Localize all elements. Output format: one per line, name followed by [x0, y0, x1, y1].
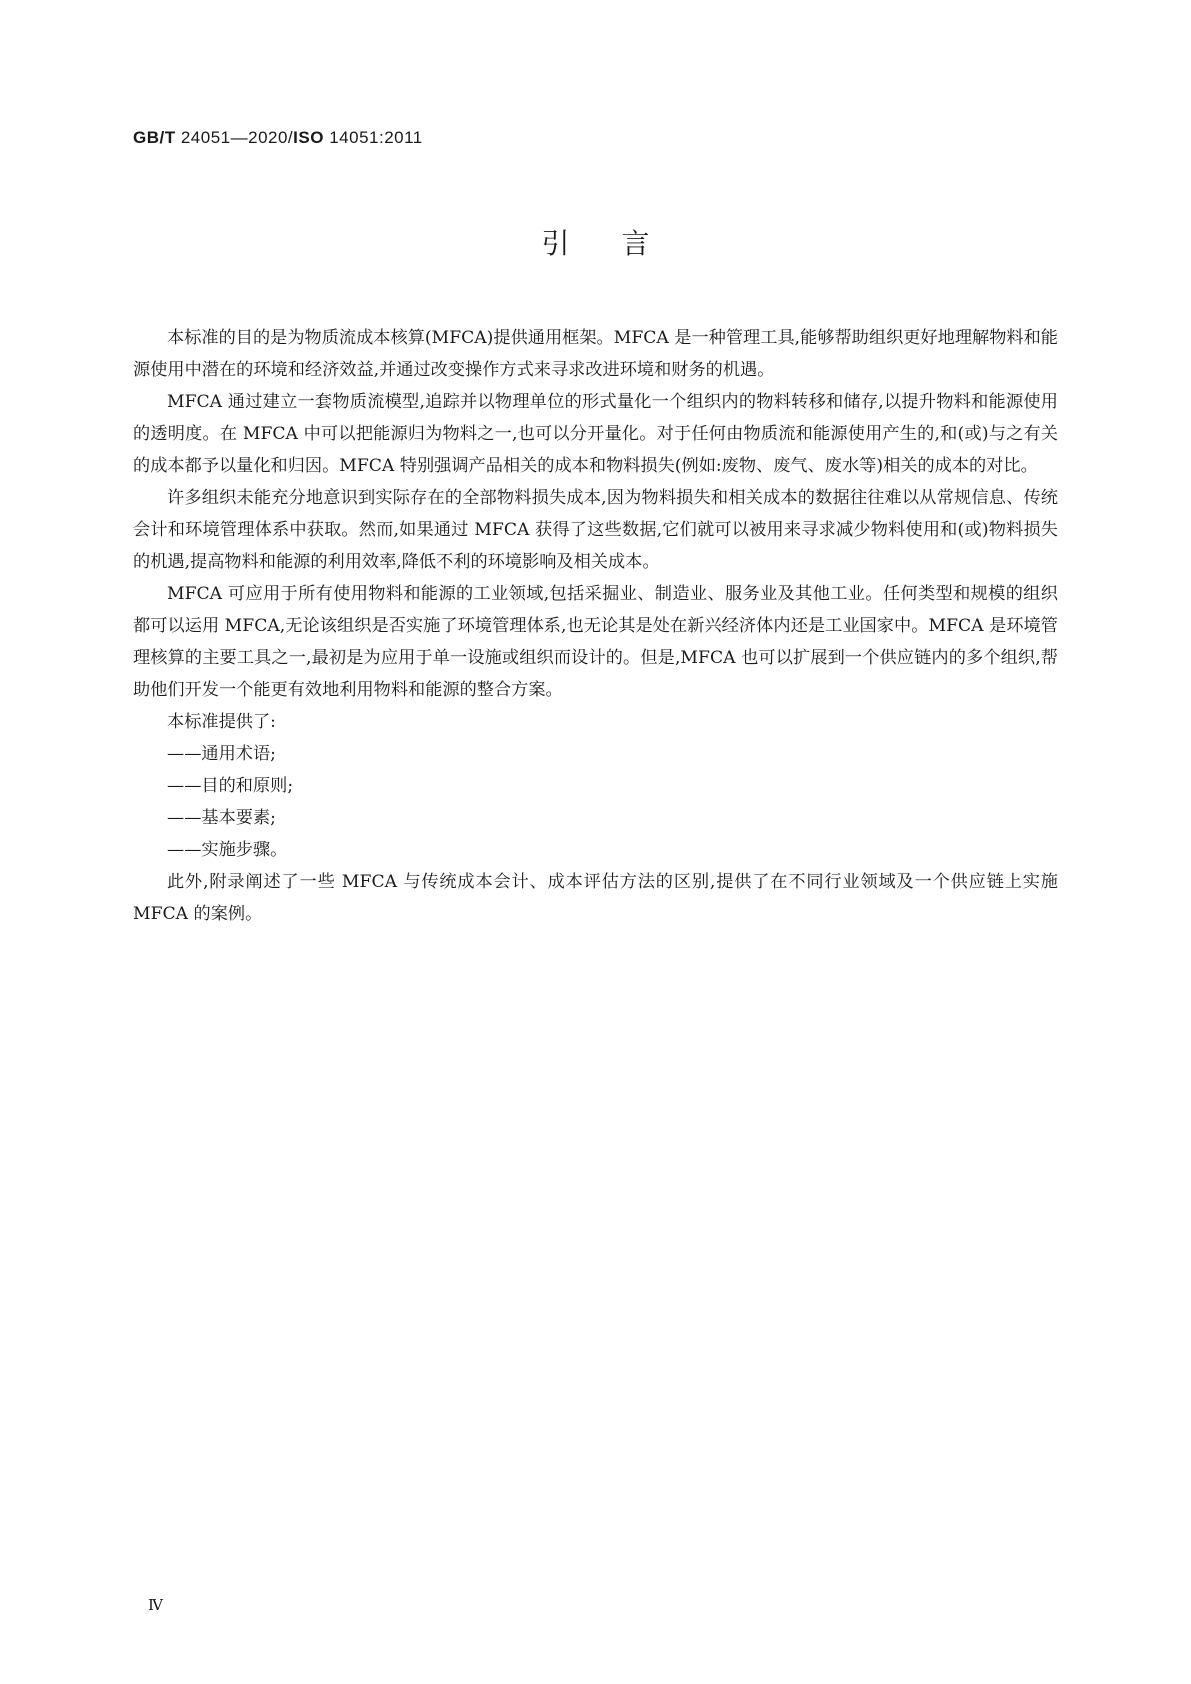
paragraph-3: 许多组织未能充分地意识到实际存在的全部物料损失成本,因为物料损失和相关成本的数据往往难以从常规信息、传统会计和环境管理体系中获取。然而,如果通过 MFCA 获得了这些数据,它们就可以被用来寻求减少物料使用和(或)物料损失的机遇,提高物料和能源的利用效率,降低不利的环境影响及相关成本。 — [133, 488, 1058, 572]
list-intro: 本标准提供了: — [167, 712, 276, 732]
standard-number: 24051—2020/ — [180, 128, 294, 147]
page-number: Ⅳ — [148, 1596, 163, 1614]
iso-prefix: ISO — [293, 128, 324, 147]
document-body — [133, 322, 1058, 930]
paragraph-2: MFCA 通过建立一套物质流模型,追踪并以物理单位的形式量化一个组织内的物料转移和储存,以提升物料和能源使用的透明度。在 MFCA 中可以把能源归为物料之一,也可以分开量化。对于任何由物质流和能源使用产生的,和(或)与之有关的成本都予以量化和归因。MFCA 特别强调产品相关的成本和物料损失(例如:废物、废气、废水等)相关的成本的对比。 — [133, 392, 1058, 476]
closing-paragraph: 此外,附录阐述了一些 MFCA 与传统成本会计、成本评估方法的区别,提供了在不同行业领域及一个供应链上实施 MFCA 的案例。 — [133, 872, 1058, 924]
paragraph-1: 本标准的目的是为物质流成本核算(MFCA)提供通用框架。MFCA 是一种管理工具,能够帮助组织更好地理解物料和能源使用中潜在的环境和经济效益,并通过改变操作方式来寻求改进环境和财务的机遇。 — [133, 328, 1058, 380]
list-item: ——目的和原则; — [167, 776, 294, 796]
list-item: ——实施步骤。 — [167, 840, 288, 860]
iso-number: 14051:2011 — [329, 128, 423, 147]
list-item: ——基本要素; — [167, 808, 276, 828]
standard-code — [133, 128, 423, 148]
paragraph-4: MFCA 可应用于所有使用物料和能源的工业领域,包括采掘业、制造业、服务业及其他工业。任何类型和规模的组织都可以运用 MFCA,无论该组织是否实施了环境管理体系,也无论其是处在新兴经济体内还是工业国家中。MFCA 是环境管理核算的主要工具之一,最初是为应用于单一设施或组织而设计的。但是,MFCA 也可以扩展到一个供应链内的多个组织,帮助他们开发一个能更有效地利用物料和能源的整合方案。 — [133, 584, 1058, 700]
standard-prefix: GB/T — [133, 128, 176, 147]
list-item: ——通用术语; — [167, 744, 276, 764]
page-title: 引言 — [541, 227, 702, 260]
